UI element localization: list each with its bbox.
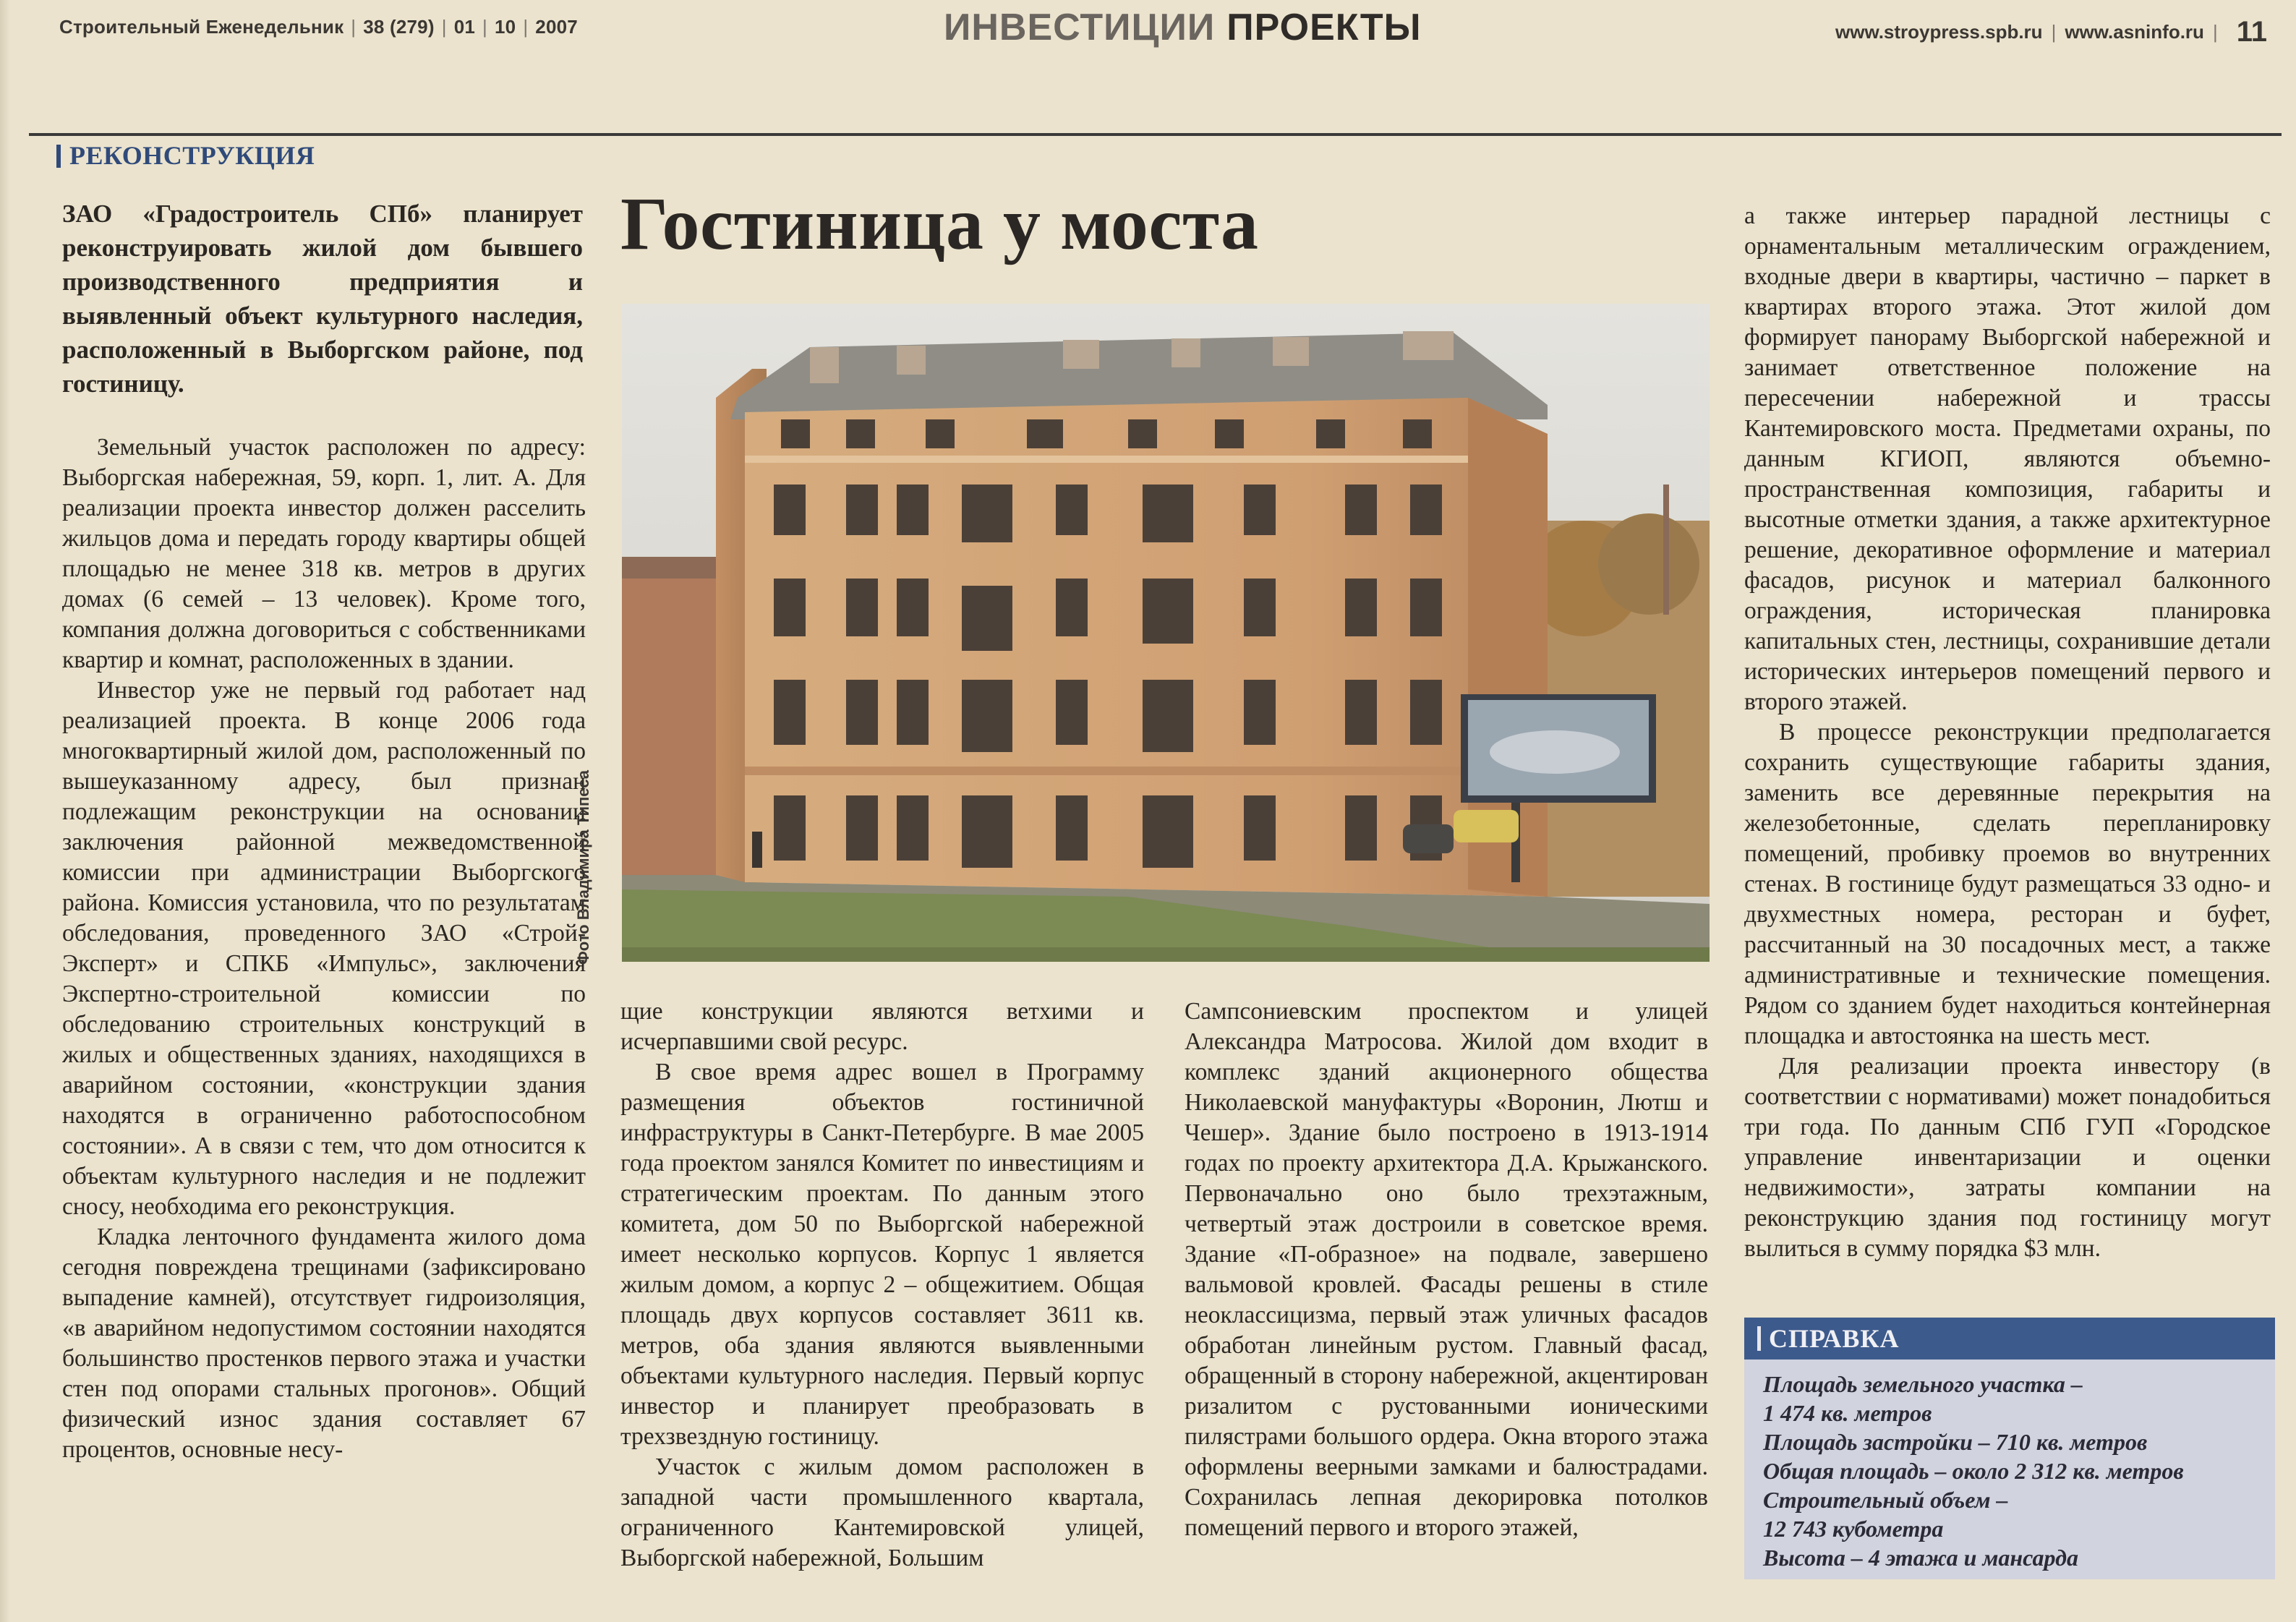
info-box-list (1763, 1370, 2269, 1572)
paragraph: Для реализации проекта инвестору (в соответствии с нормативами) может понадобиться три года. По данным СПб ГУП «Городское управление инвентаризации и оценки недвижимости», затраты компании на реконструкцию здания под гостиницу могут вылиться в сумму порядка $3 млн. (1744, 1053, 2271, 1262)
masthead-left: Строительный Еженедельник | 38 (279) | 01 | 10 | 2007 (59, 16, 578, 38)
article-column-3 (1185, 996, 1708, 1589)
site-link-asninfo[interactable]: www.asninfo.ru (2065, 21, 2204, 43)
info-box (1744, 1318, 2275, 1579)
issue-day: 01 (453, 16, 476, 38)
paragraph: Участок с жилым домом расположен в западной части промышленного квартала, ограниченного Кантемировской улицей, Выборгской набережной, Большим (620, 1454, 1144, 1571)
paragraph: Земельный участок расположен по адресу: Выборгская набережная, 59, корп. 1, лит. А. Для реализации проекта инвестор должен расселить жильцов дома и передать городу квартиры общей площадью не менее 318 кв. метров в других домах (6 семей – 13 человек). Кроме того, компания должна договориться с собственниками квартир и комнат, расположенных в здании. (62, 434, 586, 673)
issue-year: 2007 (535, 16, 578, 38)
newspaper-name: Строительный Еженедельник (59, 16, 344, 38)
info-line: Строительный объем – (1763, 1487, 2008, 1513)
article-lead: ЗАО «Градостроитель СПб» планирует реконструировать жилой дом бывшего производственного предприятия и выявленный объект культурного наследия, расположенный в Выборгском районе, под гостиницу. (62, 200, 583, 398)
paragraph: Инвестор уже не первый год работает над реализацией проекта. В конце 2006 года многоквартирный жилой дом, расположенный по вышеуказанному адресу, был признан подлежащим реконструкции на основании заключения районной межведомственной комиссии при администрации Выборгского района. Комиссия установила, что по результатам обследования, проведенного ЗАО «Строй-Эксперт» и СПКБ «Импульс», заключения Экспертно-строительной комиссии по обследованию строительных конструкций в жилых и общественных зданиях, находящихся в аварийном состоянии, «конструкции здания находятся в ограниченно работоспособном состоянии». А в связи с тем, что дом относится к объектам культурного наследия и не подлежит сносу, необходима его реконструкция. (62, 677, 586, 1220)
page-edge-shadow (0, 0, 10, 1622)
site-link-stroypress[interactable]: www.stroypress.spb.ru (1835, 21, 2043, 43)
info-box-header (1744, 1318, 2275, 1360)
page-number: 11 (2236, 16, 2267, 48)
article-column-2 (620, 996, 1144, 1589)
paragraph: а также интерьер парадной лестницы с орнаментальным металлическим ограждением, входные двери в квартиры, частично – паркет в квартирах второго этажа. Этот жилой дом формирует панораму Выборгской набережной и занимает ответственное положение на пересечении набережной и трассы Кантемировского моста. Предметами охраны, по данным КГИОП, являются объемно-пространственная композиция, габариты и высотные отметки здания, а также архитектурное решение, декоративное оформление и материал фасадов, рисунок и материал балконного ограждения, историческая планировка капитальных стен, лестницы, сохранившие детали исторических интерьеров помещений первого и второго этажей. (1744, 202, 2271, 715)
info-line: Высота – 4 этажа и мансарда (1763, 1545, 2078, 1571)
photo-illustration (622, 304, 1710, 962)
paragraph: Сампсониевским проспектом и улицей Александра Матросова. Жилой дом входит в комплекс зданий акционерного общества Николаевской мануфактуры «Воронин, Лютш и Чешер». Здание было построено в 1913-1914 годах по проекту архитектора Д.А. Крыжанского. Первоначально оно было трехэтажным, четвертый этаж достроили в советское время. Здание «П-образное» на подвале, завершено вальмовой кровлей. Фасады решены в стиле неоклассицизма, первый этаж уличных фасадов обработан линейным рустом. Главный фасад, обращенный в сторону набережной, акцентирован ризалитом с рустованными ионическими пилястрами большого ордера. Окна второго этажа оформлены веерными замками и балюстрадами. Сохранилась лепная декорировка потолков помещений первого и второго этажей, (1185, 998, 1708, 1541)
issue-number: 38 (279) (363, 16, 435, 38)
info-line: Общая площадь – около 2 312 кв. метров (1763, 1458, 2184, 1484)
article-column-1 (62, 432, 586, 1589)
paragraph: Кладка ленточного фундамента жилого дома сегодня повреждена трещинами (зафиксировано выпадение камней), отсутствует гидроизоляция, «в аварийном недопустимом состоянии находятся большинство простенков первого этажа и участки стен под опорами стальных прогонов». Общий физический износ здания составляет 67 процентов, основные несу- (62, 1224, 586, 1463)
info-line: Площадь земельного участка – (1763, 1371, 2083, 1397)
masthead-right: www.stroypress.spb.ru | www.asninfo.ru | 11 (1835, 16, 2267, 48)
paragraph: В процессе реконструкции предполагается сохранить существующие габариты здания, заменить все деревянные перекрытия на железобетонные, сделать перепланировку помещений, пробивку проемов во внутренних стенах. В гостинице будут размещаться 33 одно- и двухместных номера, ресторан и буфет, рассчитанный на 30 посадочных мест, а также административные и технические помещения. Рядом со зданием будет находиться контейнерная площадка и автостоянка на шесть мест. (1744, 719, 2271, 1049)
article-headline: Гостиница у моста (620, 182, 1259, 265)
paragraph: щие конструкции являются ветхими и исчерпавшими свой ресурс. (620, 998, 1144, 1055)
section-name: ИНВЕСТИЦИИ (944, 7, 1216, 48)
info-box-title: СПРАВКА (1769, 1324, 1900, 1353)
rubric-label: РЕКОНСТРУКЦИЯ (69, 141, 315, 170)
info-line: Площадь застройки – 710 кв. метров (1763, 1429, 2148, 1455)
issue-month: 10 (494, 16, 516, 38)
section-title (944, 6, 1422, 49)
subsection-name: ПРОЕКТЫ (1226, 7, 1422, 48)
photo-credit: Фото Владимира Типеса (574, 770, 592, 965)
article-column-4 (1744, 201, 2271, 1294)
header-rule (29, 133, 2282, 136)
paragraph: В свое время адрес вошел в Программу размещения объектов гостиничной инфраструктуры в Санкт-Петербурге. В мае 2005 года проектом занялся Комитет по инвестициям и стратегическим проектам. По данным этого комитета, дом 50 по Выборгской набережной имеет несколько корпусов. Корпус 1 является жилым домом, а корпус 2 – общежитием. Общая площадь двух корпусов составляет 3611 кв. метров, оба здания являются выявленными объектами культурного наследия. Первый корпус инвестор и планирует преобразовать в трехзвездную гостиницу. (620, 1059, 1144, 1450)
building-photo (622, 304, 1710, 962)
info-line: 12 743 кубометра (1763, 1516, 1944, 1542)
info-line: 1 474 кв. метров (1763, 1400, 1932, 1426)
